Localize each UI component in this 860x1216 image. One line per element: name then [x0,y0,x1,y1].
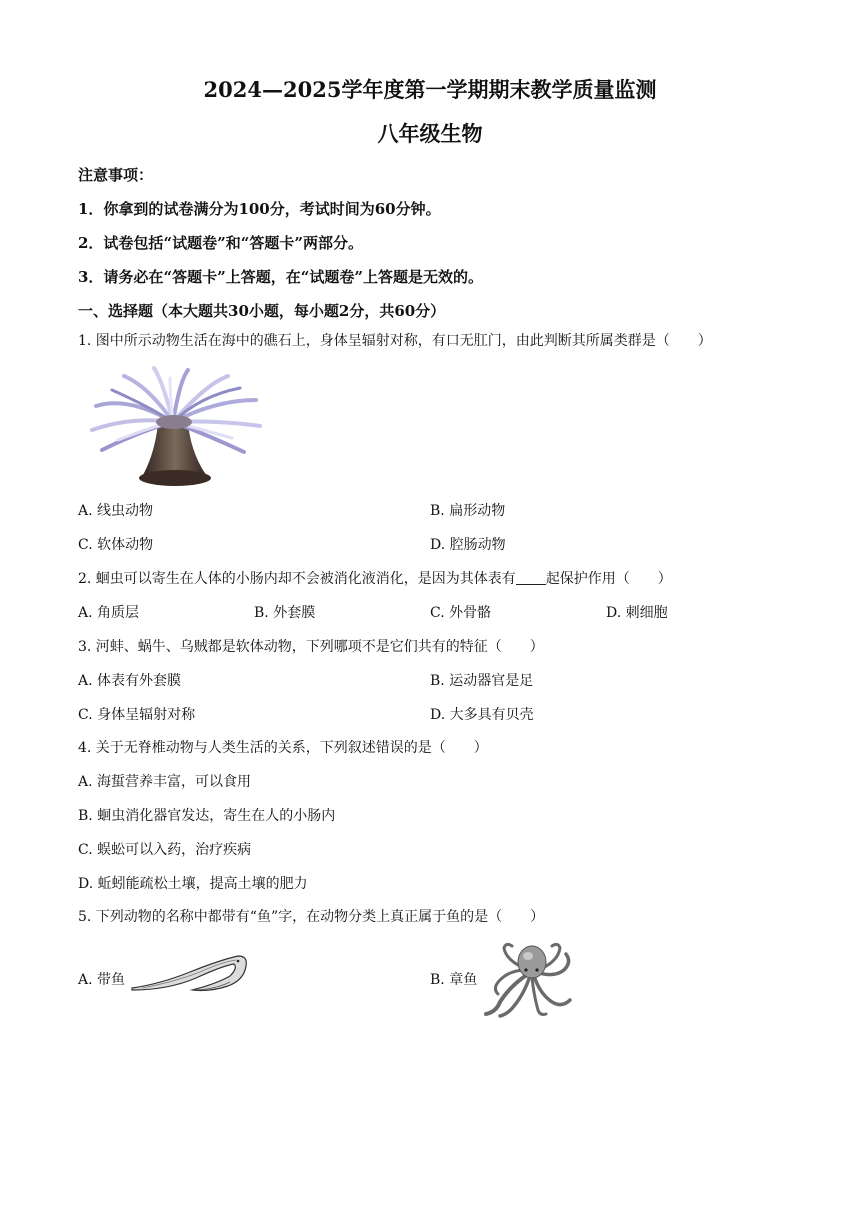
question-2-stem [78,569,672,589]
question-2-option-b: B. 外套膜 [254,605,316,621]
question-1-option-b: B. 扁形动物 [430,503,506,519]
note-item-3: 3．请务必在“答题卡”上答题，在“试题卷”上答题是无效的。 [78,268,483,286]
octopus-icon [480,940,578,1018]
question-2-option-a: A. 角质层 [78,605,140,621]
note-item-1: 1．你拿到的试卷满分为100分，考试时间为60分钟。 [78,200,441,218]
exam-title: 2024—2025学年度第一学期期末教学质量监测 [203,77,657,102]
question-4-option-a: A. 海蜇营养丰富，可以食用 [78,774,252,790]
question-2-stem-after: 起保护作用（ ） [545,571,672,587]
question-2-option-c: C. 外骨骼 [430,605,492,621]
question-1-option-a: A. 线虫动物 [78,503,154,519]
question-3-option-c: C. 身体呈辐射对称 [78,707,196,723]
question-1-stem: 1. 图中所示动物生活在海中的礁石上，身体呈辐射对称，有口无肛门，由此判断其所属类群是（ ） [78,333,712,349]
section-title: 一、选择题（本大题共30小题，每小题2分，共60分） [78,302,446,320]
notes-heading: 注意事项： [78,166,154,184]
question-1-option-d: D. 腔肠动物 [430,537,506,553]
question-3-option-b: B. 运动器官是足 [430,673,534,689]
question-2-option-d: D. 刺细胞 [606,605,668,621]
question-5-option-b: B. 章鱼 [430,972,478,988]
question-3-stem: 3. 河蚌、蜗牛、乌贼都是软体动物，下列哪项不是它们共有的特征（ ） [78,639,544,655]
question-5-option-a: A. 带鱼 [78,972,126,988]
answer-blank [516,570,546,585]
ribbonfish-icon [130,950,250,996]
question-4-option-d: D. 蚯蚓能疏松土壤，提高土壤的肥力 [78,876,308,892]
question-3-option-a: A. 体表有外套膜 [78,673,182,689]
sea-anemone-icon [88,366,263,490]
question-3-option-d: D. 大多具有贝壳 [430,707,534,723]
exam-subtitle: 八年级生物 [377,121,483,146]
question-1-option-c: C. 软体动物 [78,537,154,553]
question-4-option-b: B. 蛔虫消化器官发达，寄生在人的小肠内 [78,808,336,824]
note-item-2: 2．试卷包括“试题卷”和“答题卡”两部分。 [78,234,363,252]
question-2-stem-before: 2. 蛔虫可以寄生在人体的小肠内却不会被消化液消化，是因为其体表有 [78,571,516,587]
question-5-stem: 5. 下列动物的名称中都带有“鱼”字，在动物分类上真正属于鱼的是（ ） [78,909,545,925]
question-4-stem: 4. 关于无脊椎动物与人类生活的关系，下列叙述错误的是（ ） [78,740,488,756]
question-4-option-c: C. 蜈蚣可以入药，治疗疾病 [78,842,252,858]
